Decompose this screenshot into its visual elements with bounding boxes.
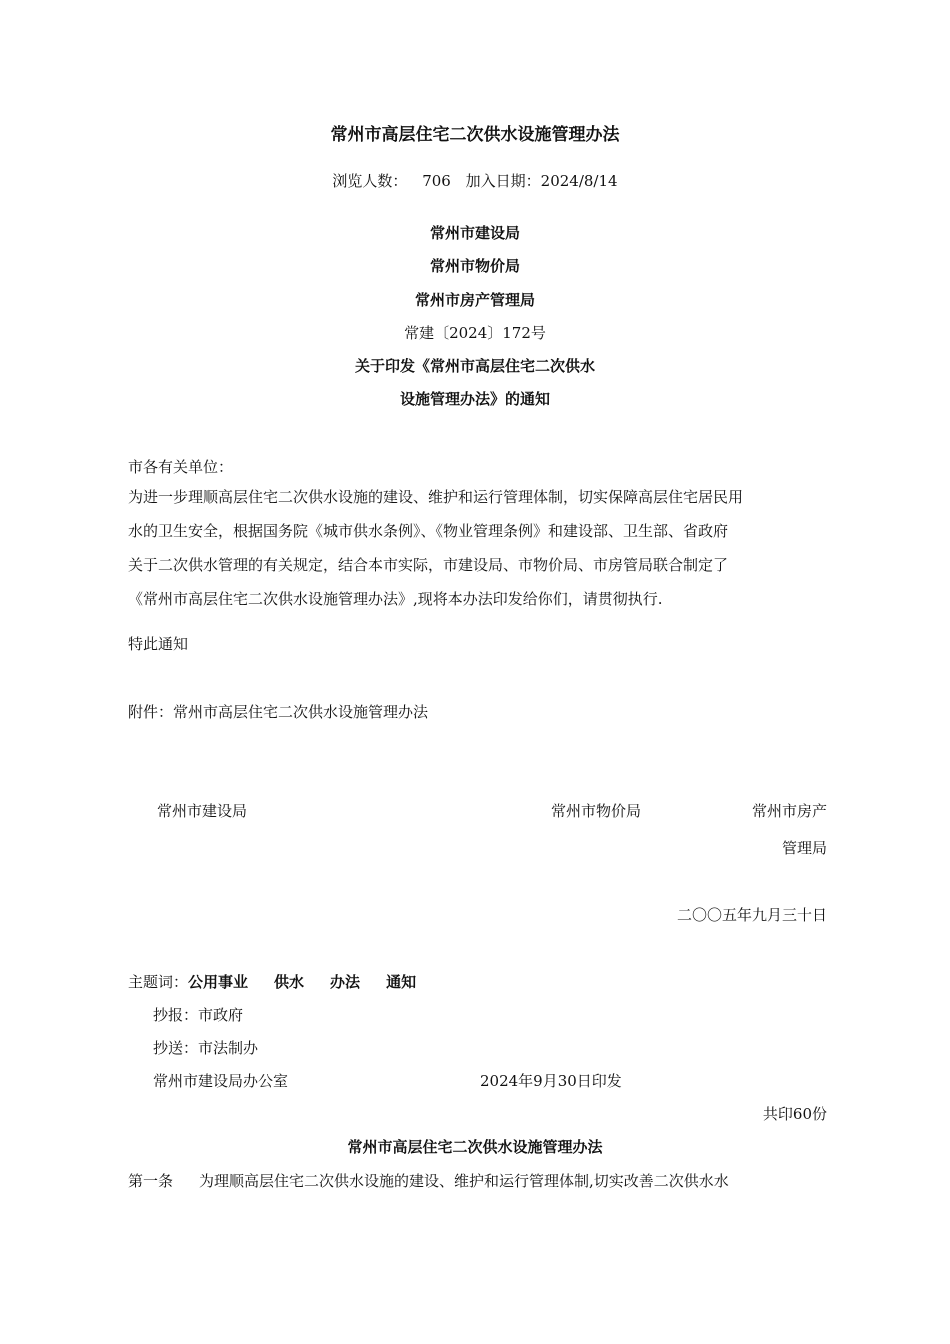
keywords-label: 主题词： (128, 973, 189, 991)
report-to: 抄报：市政府 (153, 1006, 244, 1024)
views-label: 浏览人数： (332, 172, 408, 190)
notice-body (128, 480, 828, 616)
keyword: 公用事业 (188, 973, 249, 991)
article-label: 第一条 (128, 1172, 174, 1190)
notice-title-line-1: 关于印发《常州市高层住宅二次供水 (354, 357, 595, 375)
regulation-title: 常州市高层住宅二次供水设施管理办法 (347, 1138, 603, 1156)
document-number: 常建〔2024〕172号 (404, 324, 546, 342)
body-line: 《常州市高层住宅二次供水设施管理办法》,现将本办法印发给你们，请贯彻执行. (128, 590, 663, 608)
notice-title-line-2: 设施管理办法》的通知 (399, 390, 550, 408)
body-line: 关于二次供水管理的有关规定，结合本市实际，市建设局、市物价局、市房管局联合制定了 (128, 556, 729, 574)
closing-text: 特此通知 (128, 635, 189, 653)
subject-keywords (128, 971, 416, 992)
article-text: 为理顺高层住宅二次供水设施的建设、维护和运行管理体制,切实改善二次供水水 (199, 1172, 729, 1190)
page-title: 常州市高层住宅二次供水设施管理办法 (330, 125, 620, 145)
signature-housing-bureau-line-1: 常州市房产 (751, 802, 827, 820)
date-label: 加入日期： (465, 172, 541, 190)
issuer-construction-bureau: 常州市建设局 (429, 224, 520, 242)
salutation: 市各有关单位： (128, 458, 234, 476)
attachment-note: 附件：常州市高层住宅二次供水设施管理办法 (128, 703, 429, 721)
signature-construction-bureau: 常州市建设局 (157, 802, 248, 820)
signature-housing-bureau-line-2: 管理局 (781, 839, 827, 857)
keyword: 通知 (386, 973, 417, 991)
sign-date: 二〇〇五年九月三十日 (676, 906, 827, 924)
issuer-price-bureau: 常州市物价局 (429, 257, 520, 275)
document-meta (0, 170, 950, 191)
copies-printed: 共印60份 (762, 1105, 827, 1123)
body-line: 水的卫生安全，根据国务院《城市供水条例》、《物业管理条例》和建设部、卫生部、省政府 (128, 522, 729, 540)
copy-to: 抄送：市法制办 (153, 1039, 259, 1057)
print-date: 2024年9月30日印发 (480, 1072, 622, 1090)
body-line: 为进一步理顺高层住宅二次供水设施的建设、维护和运行管理体制，切实保障高层住宅居民用 (128, 488, 744, 506)
keyword: 办法 (330, 973, 361, 991)
article-one (128, 1170, 729, 1191)
views-count: 706 (422, 172, 451, 190)
issuer-housing-bureau: 常州市房产管理局 (414, 291, 535, 309)
signature-price-bureau: 常州市物价局 (551, 802, 642, 820)
date-value: 2024/8/14 (540, 172, 618, 190)
keyword: 供水 (274, 973, 305, 991)
issuing-office: 常州市建设局办公室 (153, 1072, 289, 1090)
